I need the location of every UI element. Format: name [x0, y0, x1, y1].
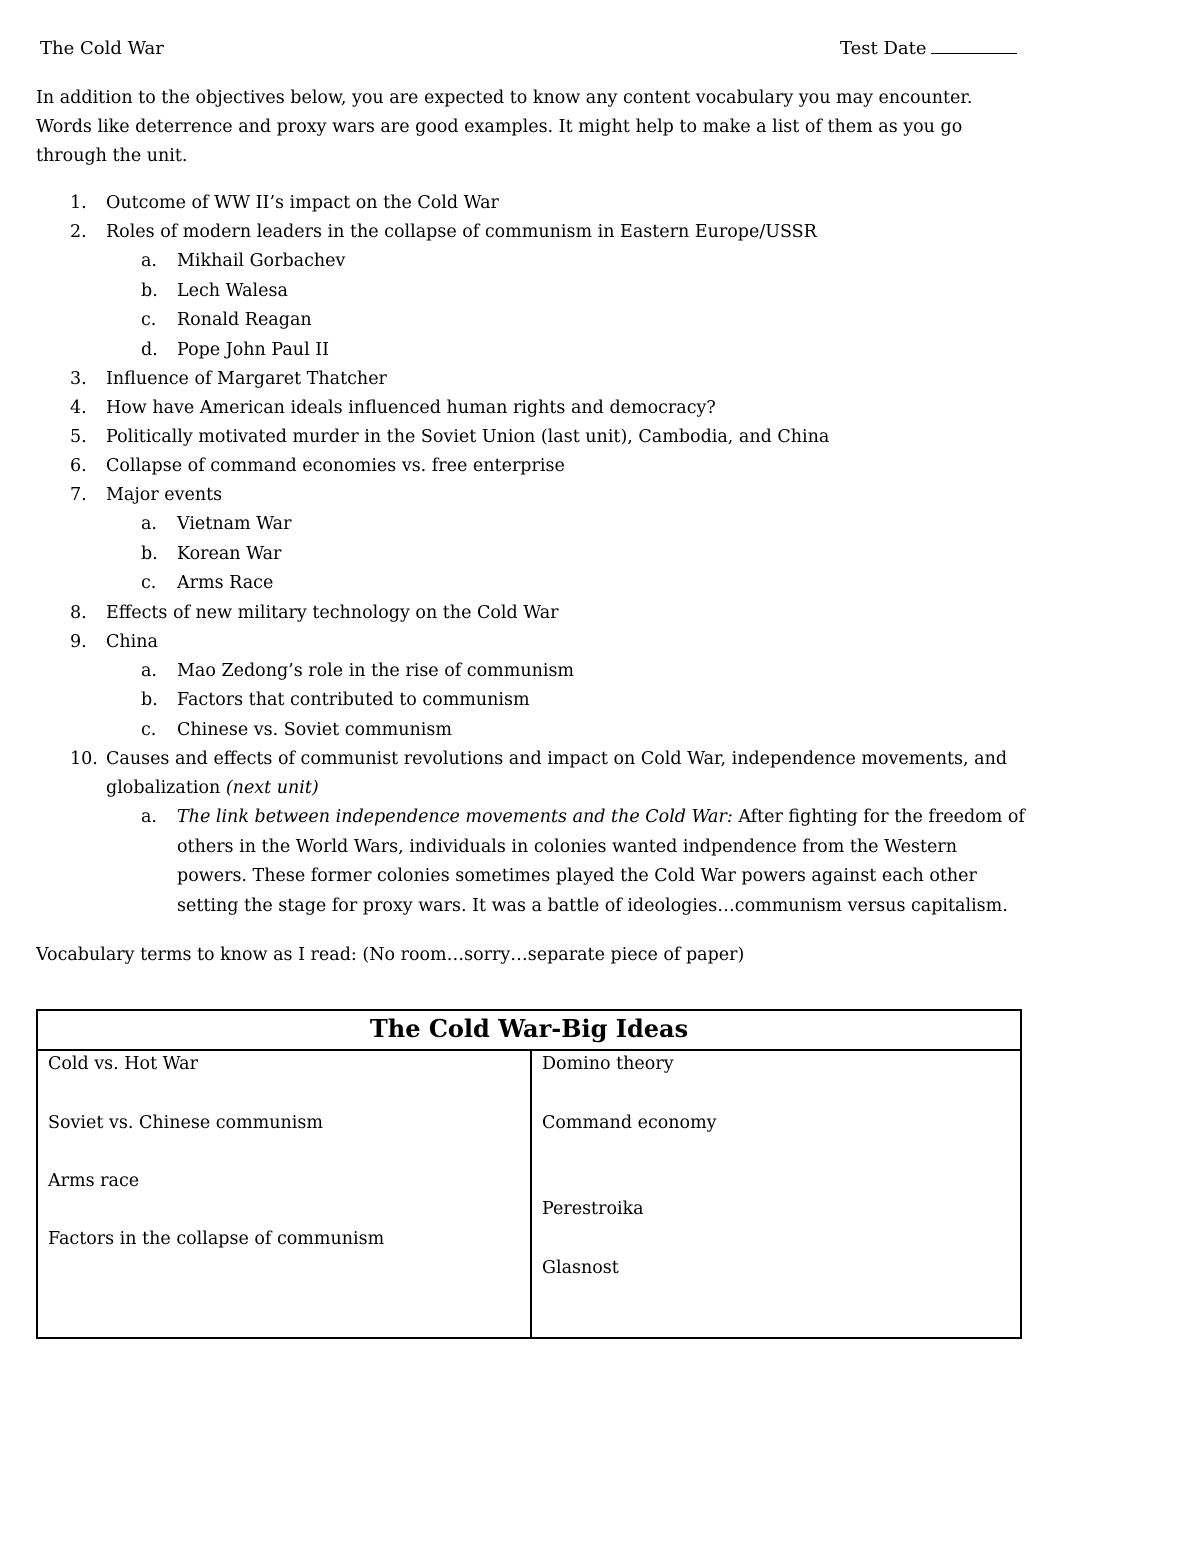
sub-letter: a. [141, 807, 157, 827]
big-idea-term: Arms race [48, 1171, 140, 1191]
objective-number: 3. [70, 369, 87, 389]
sub-letter: c. [141, 573, 157, 593]
big-idea-term: Cold vs. Hot War [48, 1054, 198, 1074]
objective-number: 9. [70, 631, 87, 652]
big-idea-term: Command economy [542, 1113, 717, 1133]
sub-item [106, 247, 1026, 277]
objective-number: 4. [70, 398, 87, 418]
sub-text: After fighting for the freedom of others in the World Wars, individuals in colonies wanted indpendence from the Western powers. These former colonies sometimes played the Cold War powers against each other setting the stage for proxy wars. It was a battle of ideologies…communism versus capitalism. [177, 807, 1025, 916]
sub-list [106, 803, 1026, 921]
sub-item [106, 510, 1026, 540]
header [36, 36, 1026, 66]
objective-italic-note: (next unit) [225, 778, 319, 798]
page-title: The Cold War [40, 38, 164, 59]
objective-text: China [106, 631, 158, 652]
objective-text: Major events [106, 485, 223, 505]
intro-paragraph: In addition to the objectives below, you are expected to know any content vocabulary you may encounter. Words like deterrence and proxy wars are good examples. It might help to make a list of them as you go through the unit. [36, 88, 973, 166]
worksheet-page [36, 36, 1026, 970]
sub-letter: a. [141, 251, 157, 271]
objective-number: 8. [70, 602, 87, 623]
objective-item [36, 745, 1026, 921]
sub-letter: b. [141, 690, 158, 710]
objective-text: Causes and effects of communist revolutions and impact on Cold War, independence movements, and globalization [106, 749, 1008, 798]
sub-text: Mao Zedong’s role in the rise of communism [177, 660, 575, 681]
sub-item [106, 803, 1026, 921]
sub-letter: d. [141, 339, 158, 360]
objective-text: How have American ideals influenced human rights and democracy? [106, 398, 716, 418]
sub-text: Chinese vs. Soviet communism [177, 719, 452, 740]
objective-text: Influence of Margaret Thatcher [106, 369, 387, 389]
sub-list [106, 510, 1026, 599]
objective-number: 5. [70, 427, 87, 447]
sub-text: Lech Walesa [177, 280, 288, 301]
big-ideas-title: The Cold War-Big Ideas [38, 1011, 1020, 1051]
objective-text: Roles of modern leaders in the collapse of communism in Eastern Europe/USSR [106, 222, 817, 242]
big-idea-term: Domino theory [542, 1054, 674, 1074]
big-idea-term: Soviet vs. Chinese communism [48, 1113, 323, 1133]
sub-text: Vietnam War [177, 514, 292, 534]
sub-item [106, 277, 1026, 307]
objective-item [36, 452, 1026, 481]
test-date [840, 38, 1017, 59]
big-idea-term: Perestroika [542, 1199, 644, 1219]
sub-letter: c. [141, 719, 157, 740]
sub-item [106, 306, 1026, 336]
sub-letter: b. [141, 280, 158, 301]
sub-list [106, 657, 1026, 746]
objective-number: 1. [70, 193, 87, 213]
objective-number: 7. [70, 485, 87, 505]
sub-list [106, 247, 1026, 365]
big-ideas-table [36, 1009, 1022, 1339]
sub-letter: c. [141, 310, 157, 330]
big-ideas-right-column [532, 1051, 1020, 1337]
test-date-label: Test Date [840, 38, 927, 59]
objectives-list [36, 189, 1026, 921]
big-idea-term: Factors in the collapse of communism [48, 1229, 385, 1249]
test-date-blank [931, 38, 1017, 54]
objective-text: Collapse of command economies vs. free enterprise [106, 456, 565, 476]
objective-item [36, 628, 1026, 746]
objective-item [36, 218, 1026, 365]
sub-item [106, 569, 1026, 599]
sub-italic-lead: The link between independence movements and the Cold War: [177, 807, 733, 827]
sub-text: Factors that contributed to communism [177, 690, 530, 710]
objective-item [36, 423, 1026, 452]
sub-item [106, 657, 1026, 687]
objective-item [36, 481, 1026, 599]
sub-text: Korean War [177, 543, 282, 564]
objective-item [36, 189, 1026, 218]
sub-item [106, 686, 1026, 716]
sub-text: Pope John Paul II [177, 339, 330, 360]
objective-number: 2. [70, 222, 87, 242]
big-idea-term: Glasnost [542, 1258, 619, 1278]
sub-item [106, 540, 1026, 570]
sub-text: Arms Race [177, 573, 274, 593]
objective-item [36, 599, 1026, 628]
objective-item [36, 394, 1026, 423]
objective-text: Effects of new military technology on the Cold War [106, 602, 559, 623]
objective-number: 6. [70, 456, 87, 476]
big-ideas-left-column [38, 1051, 532, 1337]
sub-text: Ronald Reagan [177, 310, 312, 330]
sub-item [106, 716, 1026, 746]
sub-item [106, 336, 1026, 366]
vocab-line: Vocabulary terms to know as I read: (No room…sorry…separate piece of paper) [36, 945, 745, 965]
sub-text: Mikhail Gorbachev [177, 251, 346, 271]
sub-letter: b. [141, 543, 158, 564]
objective-item [36, 365, 1026, 394]
sub-letter: a. [141, 514, 157, 534]
objective-text: Politically motivated murder in the Soviet Union (last unit), Cambodia, and China [106, 427, 830, 447]
objective-text: Outcome of WW II’s impact on the Cold War [106, 193, 499, 213]
sub-letter: a. [141, 660, 157, 681]
objective-number: 10. [70, 749, 98, 769]
